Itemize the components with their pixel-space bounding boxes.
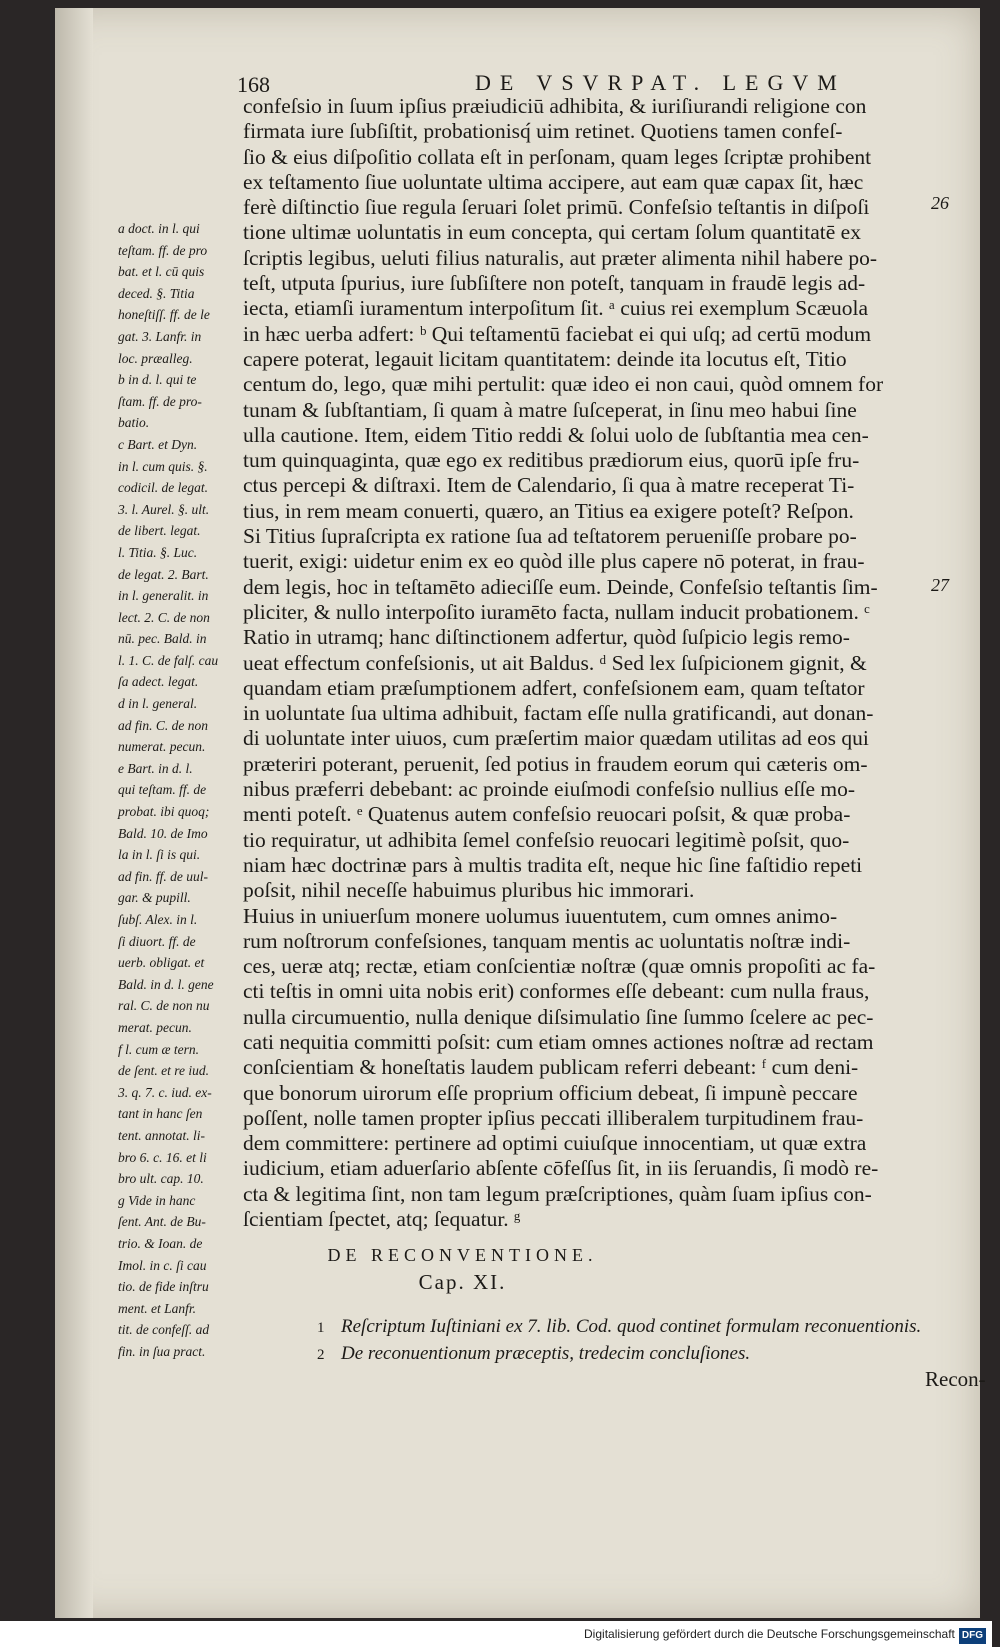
margin-note-line: la in l. ſi is qui. [118, 847, 201, 863]
page-number: 168 [237, 72, 270, 97]
text-line: nulla circumuentio, nulla denique diſsimulatio ſine ſummo ſcelere ac pec- [243, 1004, 874, 1029]
margin-note-line: deced. §. Titia [118, 285, 195, 301]
margin-note-line: Imol. in c. ſi cau [118, 1257, 207, 1273]
text-line: ctus percepi & diſtraxi. Item de Calendario, ſi qua à matre receperat Ti- [243, 473, 855, 498]
book-page [55, 8, 986, 1618]
margin-note-line: in l. generalit. in [118, 588, 209, 604]
text-line: Ratio in utramq; hanc diſtinctionem adfertur, quòd ſuſpicio legis remo- [243, 625, 850, 650]
margin-notes [118, 218, 248, 1362]
margin-note-line: ad fin. C. de non [118, 717, 208, 733]
text-line: niam hæc doctrinæ pars à multis tradita eſt, neque hic ſine faſtidio repeti [243, 852, 863, 877]
margin-note-line: ad fin. ff. de uul- [118, 868, 208, 884]
text-line: ſcientiam ſpectet, atq; ſequatur. ᵍ [243, 1207, 521, 1232]
text-line: menti poteſt. ᵉ Quatenus autem confeſsio reuocari poſsit, & quæ proba- [243, 802, 851, 827]
margin-note-line: codicil. de legat. [118, 480, 208, 496]
text-line: ex teſtamento ſiue uoluntate ultima accipere, aut eam quæ capax ſit, hæc [243, 169, 864, 194]
main-text [243, 94, 933, 1232]
text-line: tio requiratur, ut adhibita ſemel confeſsio reuocari legitimè poſsit, quo- [243, 827, 850, 852]
text-line: ces, ueræ atq; rectæ, etiam conſcientiæ noſtræ (quæ omnis propoſiti ac fa- [243, 954, 876, 979]
text-line: ſcriptis legibus, ueluti filius naturalis, aut præter alimenta nihil habere po- [243, 245, 878, 270]
text-line: centum do, lego, quæ mihi pertulit: quæ ideo ei non caui, quòd omnem for [243, 372, 884, 397]
margin-note-line: e Bart. in d. l. [118, 760, 193, 776]
margin-note-line: ſent. Ant. de Bu- [118, 1214, 206, 1230]
text-line: teſt, utputa ſpurius, iure ſubſiſtere non poteſt, tanquam in fraudē legis ad- [243, 271, 866, 296]
margin-note-line: gat. 3. Lanfr. in [118, 328, 202, 344]
margin-note-line: ſa adect. legat. [118, 674, 199, 690]
margin-note-line: fin. in ſua pract. [118, 1343, 206, 1359]
text-line: iecta, etiamſi iuramentum interpoſitum ſit. ᵃ cuius rei exemplum Scæuola [243, 296, 869, 321]
margin-note-line: uerb. obligat. et [118, 955, 205, 971]
margin-note-line: de libert. legat. [118, 523, 201, 539]
text-line: poſsit, nihil neceſſe habuimus pluribus hic immorari. [243, 878, 695, 903]
margin-note-line: Bald. in d. l. gene [118, 976, 214, 992]
margin-note-line: honeſtiſſ. ff. de le [118, 307, 210, 323]
footer-bar [0, 1621, 992, 1647]
margin-note-line: batio. [118, 415, 150, 431]
summary-item: 2 De reconuentionum præceptis, tredecim concluſiones. [317, 1343, 751, 1364]
summary-item: 1 Reſcriptum Iuſtiniani ex 7. lib. Cod. quod continet formulam reconuentionis. [317, 1316, 922, 1337]
margin-note-line: a doct. in l. qui [118, 221, 200, 236]
margin-note-line: bat. et l. cū quis [118, 264, 205, 280]
margin-note-line: c Bart. et Dyn. [118, 436, 198, 452]
text-line: cati nequitia committi poſsit: cum etiam omnes actiones noſtræ ad rectam [243, 1029, 874, 1054]
margin-note-line: ſi diuort. ff. de [118, 933, 196, 949]
margin-note-line: b in d. l. qui te [118, 372, 197, 388]
margin-note-line: qui teſtam. ff. de [118, 782, 207, 798]
text-line: ulla cautione. Item, eidem Titio reddi & ſolui uolo de ſubſtantia mea cen- [243, 422, 869, 447]
margin-note-line: g Vide in hanc [118, 1192, 196, 1208]
text-line: pliciter, & nullo interpoſito iuramēto facta, nullam inducit probationem. ᶜ [243, 599, 870, 624]
margin-note-line: f l. cum æ tern. [118, 1041, 199, 1057]
text-line: ferè diſtinctio ſiue regula ſeruari ſolet primū. Confeſsio teſtantis in diſpoſi [243, 195, 870, 220]
text-line: cti teſtis in omni uita nobis erit) conformes eſſe debeant: cum nulla fraus, [243, 979, 870, 1004]
margin-note-line: trio. & Ioan. de [118, 1235, 203, 1251]
text-line: que bonorum uirorum eſſe proprium officium debeat, ſi impunè peccare [243, 1080, 858, 1105]
text-line: rum noſtrorum confeſsiones, tanquam mentis ac uoluntatis noſtræ indi- [243, 928, 851, 953]
margin-note-line: ſtam. ff. de pro- [118, 393, 202, 409]
text-line: ſio & eius diſpoſitio collata eſt in perſonam, quam leges ſcriptæ prohibent [243, 144, 872, 169]
margin-note-line: tent. annotat. li- [118, 1127, 205, 1143]
margin-note-line: de legat. 2. Bart. [118, 566, 209, 582]
text-line: tum quinquaginta, quæ ego ex reditibus prædiorum eius, quorū ipſe fru- [243, 448, 860, 473]
chapter-title: DE RECONVENTIONE. [327, 1245, 598, 1265]
text-line: nibus præferri debebant: ac proinde eiuſmodi confeſsio nullius eſſe mo- [243, 777, 855, 802]
text-line: præteriri poterant, peruenit, ſed potius in fraudem eorum qui cæteris om- [243, 751, 868, 776]
margin-note-line: tant in hanc ſen [118, 1106, 203, 1122]
margin-note-line: ſubſ. Alex. in l. [118, 912, 198, 927]
margin-note-line: tio. de fide inſtru [118, 1279, 209, 1295]
margin-number-26: 26 [931, 193, 949, 213]
margin-note-line: numerat. pecun. [118, 739, 206, 755]
text-line: confeſsio in ſuum ipſius præiudiciū adhibita, & iuriſiurandi religione con [243, 94, 867, 118]
margin-note-line: 3. q. 7. c. iud. ex- [118, 1084, 212, 1100]
dfg-logo: DFG [959, 1628, 986, 1644]
margin-note-line: l. 1. C. de falſ. cau [118, 652, 219, 668]
text-line: dem legis, hoc in teſtamēto adieciſſe eum. Deinde, Confeſsio teſtantis ſim- [243, 574, 878, 599]
text-line: capere poterat, legauit licitam quantitatem: deinde ita locutus eſt, Titio [243, 346, 847, 371]
margin-note-line: ment. et Lanfr. [118, 1300, 197, 1316]
margin-note-line: merat. pecun. [118, 1019, 192, 1035]
margin-note-line: d in l. general. [118, 696, 198, 712]
text-line: in uoluntate ſua ultima adhibuit, factam eſſe nulla gratificandi, aut donan- [243, 701, 874, 726]
text-line: quandam etiam præſumptionem adfert, confeſsionem eam, quam teſtator [243, 675, 865, 700]
text-line: ueat effectum confeſsionis, ut ait Baldus. ᵈ Sed lex ſuſpicionem gignit, & [243, 650, 867, 675]
text-line: iudicium, etiam aduerſario abſente cōfeſſus ſit, in iis ſeruandis, ſi modò re- [243, 1156, 879, 1181]
text-line: Huius in uniuerſum monere uolumus iuuentutem, cum omnes animo- [243, 903, 838, 928]
text-line: cta & legitima ſint, non tam legum præſcriptiones, quàm ſuam ipſius con- [243, 1181, 872, 1206]
chapter-summary [317, 1313, 921, 1367]
margin-note-line: tit. de confeſſ. ad [118, 1322, 210, 1338]
margin-note-line: bro ult. cap. 10. [118, 1171, 204, 1187]
margin-note-line: Bald. 10. de Imo [118, 825, 208, 841]
running-title: DE VSVRPAT. LEGVM [475, 70, 846, 95]
margin-note-line: in l. cum quis. §. [118, 458, 208, 474]
margin-note-line: probat. ibi quoq; [118, 804, 210, 820]
text-line: tunam & ſubſtantiam, ſi quam à matre ſuſceperat, in ſinu meo habui ſine [243, 397, 857, 422]
margin-note-line: lect. 2. C. de non [118, 609, 210, 625]
margin-note-line: nū. pec. Bald. in [118, 631, 207, 647]
margin-note-line: teſtam. ff. de pro [118, 242, 208, 258]
text-line: Si Titius ſupraſcripta ex ratione ſua ad teſtatorem perueniſſe probare po- [243, 524, 857, 549]
text-line: in hæc uerba adfert: ᵇ Qui teſtamentū faciebat ei qui uſq; ad certū modum [243, 321, 872, 346]
text-line: dem committere: pertinere ad optimi cuiuſque innocentiam, ut quæ extra [243, 1131, 867, 1156]
text-line: tius, in rem meam conuerti, quæro, an Titius ea exigere poteſt? Reſpon. [243, 498, 854, 523]
text-line: conſcientiam & honeſtatis laudem publicam referri debeant: ᶠ cum deni- [243, 1055, 859, 1080]
text-line: di uoluntate inter uiuos, cum præſertim maior quædam utilitas ad eos qui [243, 726, 869, 751]
margin-note-line: loc. præalleg. [118, 350, 193, 366]
margin-note-line: ral. C. de non nu [118, 998, 210, 1014]
margin-note-line: 3. l. Aurel. §. ult. [118, 501, 210, 517]
margin-number-27: 27 [931, 575, 949, 595]
margin-note-line: bro 6. c. 16. et li [118, 1149, 207, 1165]
text-line: tuerit, exigi: uidetur enim ex eo quòd ille plus capere nō poterat, in frau- [243, 549, 865, 574]
text-line: firmata iure ſubſiſtit, probationisq́ uim retinet. Quotiens tamen confeſ- [243, 119, 843, 144]
catchword: Recon- [925, 1367, 986, 1391]
text-line: tione ultimæ uoluntatis in eum concepta, qui certam ſolum quantitatē ex [243, 220, 861, 245]
margin-note-line: gar. & pupill. [118, 890, 191, 906]
text-line: poſſent, nolle tamen propter ipſius peccati illiberalem turpitudinem frau- [243, 1105, 864, 1130]
margin-note-line: de ſent. et re iud. [118, 1063, 209, 1079]
chapter-number: Cap. XI. [418, 1270, 507, 1294]
footer-text: Digitalisierung gefördert durch die Deutsche Forschungsgemeinschaft [584, 1627, 955, 1641]
margin-note-line: l. Titia. §. Luc. [118, 544, 198, 560]
